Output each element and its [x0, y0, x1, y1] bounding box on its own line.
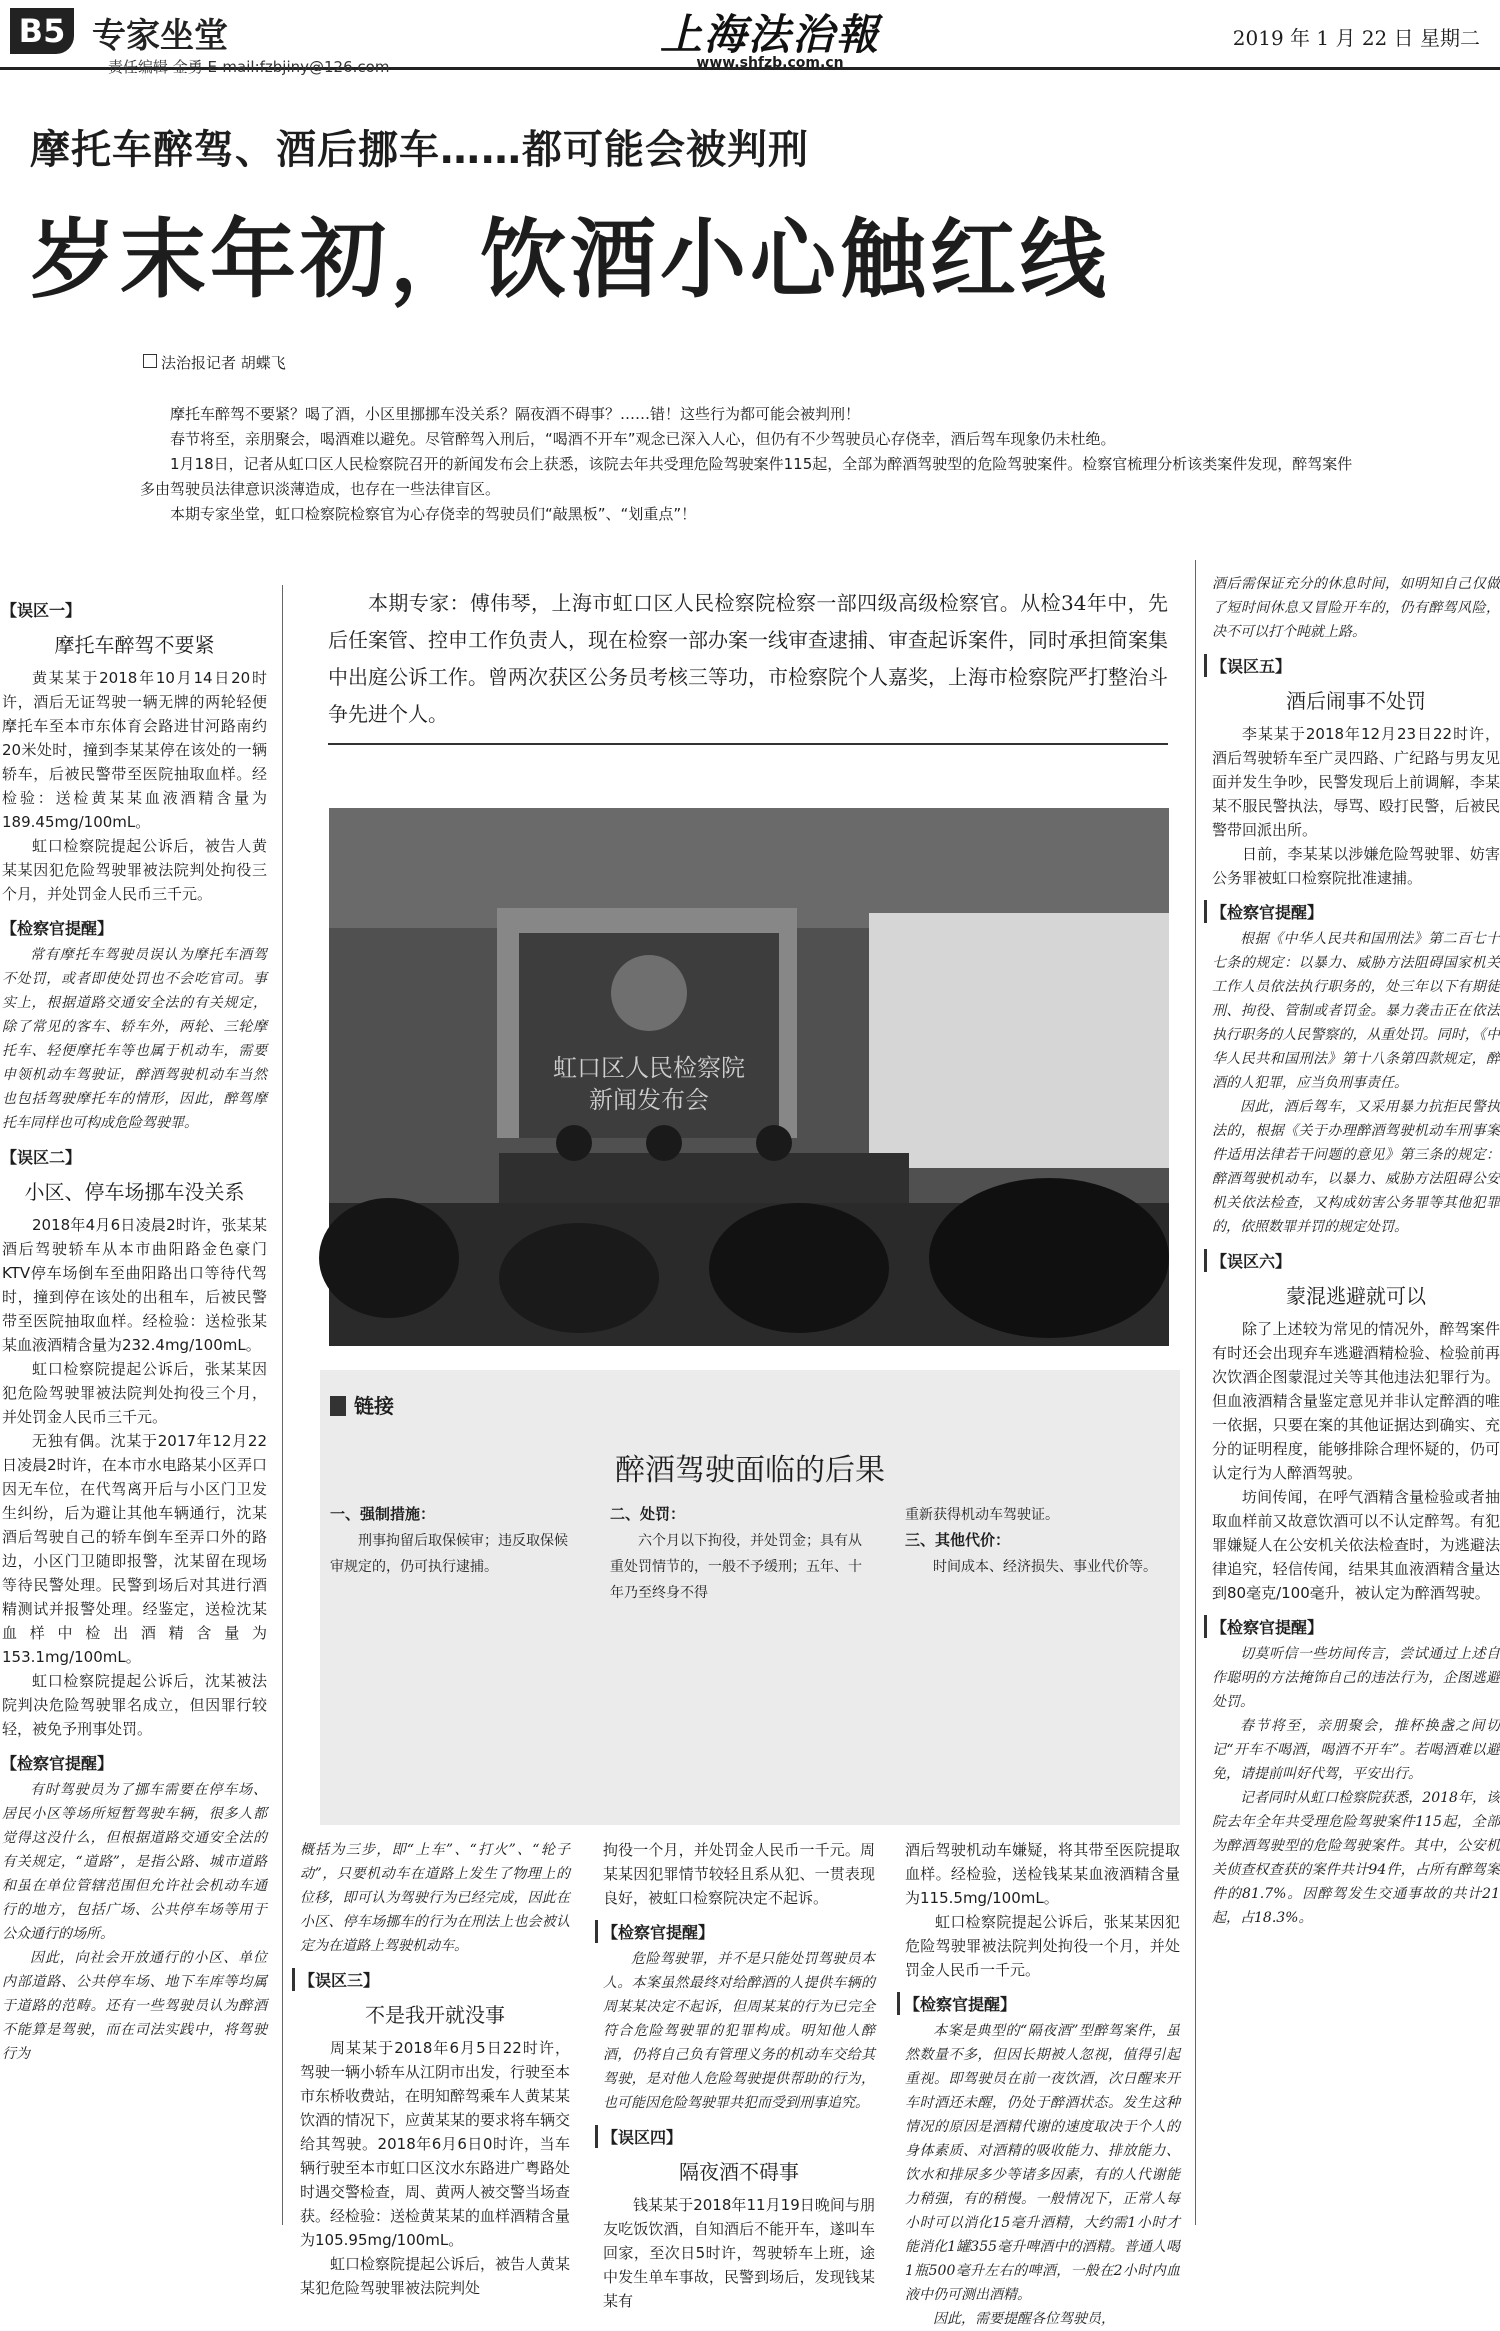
section-subtitle: 小区、停车场挪车没关系: [24, 1180, 245, 1204]
body-paragraph: 除了上述较为常见的情况外，醉驾案件有时还会出现弃车逃避酒精检验、检验前再次饮酒企图蒙混过关等其他违法犯罪行为。但血液酒精含量鉴定意见并非认定醉酒的唯一依据，只要在案的其他证据达到确实、充分的证明程度，能够排除合理怀疑的，仍可认定行为人醉酒驾驶。: [1212, 1320, 1500, 1482]
section-tag: 【误区六】: [1204, 1249, 1500, 1272]
section-subtitle: 酒后闹事不处罚: [1286, 689, 1426, 713]
body-paragraph: 虹口检察院提起公诉后，被告人黄某某因犯危险驾驶罪被法院判处拘役三个月，并处罚金人民币三千元。: [2, 837, 267, 903]
link-text: 刑事拘留后取保候审；违反取保候审规定的，仍可执行逮捕。: [330, 1533, 568, 1575]
column-3: [602, 1838, 875, 2310]
body-paragraph: 钱某某于2018年11月19日晚间与朋友吃饭饮酒，自知酒后不能开车，遂叫车回家，至次日5时许，驾驶轿车上班，途中发生单车事故，民警到场后，发现钱某某有: [603, 2196, 875, 2310]
body-paragraph: 黄某某于2018年10月14日20时许，酒后无证驾驶一辆无牌的两轮轻便摩托车至本市东体育会路进甘河路南约20米处时，撞到李某某停在该处的一辆轿车，后被民警带至医院抽取血样。经检验：送检黄某某血液酒精含量为189.45mg/100mL。: [2, 669, 267, 831]
note-paragraph: 根据《中华人民共和国刑法》第二百七十七条的规定：以暴力、威胁方法阻碍国家机关工作人员依法执行职务的，处三年以下有期徒刑、拘役、管制或者罚金。暴力袭击正在依法执行职务的人民警察的，从重处罚。同时，《中华人民共和国刑法》第十八条第四款规定，醉酒的人犯罪，应当负刑事责任。: [1212, 931, 1500, 1091]
link-heading: 二、处罚：: [610, 1505, 686, 1523]
column-2: [299, 1838, 571, 2297]
note-paragraph: 本案是典型的“隔夜酒”型醉驾案件，虽然数量不多，但因长期被人忽视，值得引起重视。即驾驶员在前一夜饮酒，次日醒来开车时酒还未醒，仍处于醉酒状态。发生这种情况的原因是酒精代谢的速度取决于个人的身体素质、对酒精的吸收能力、排放能力、饮水和排尿多少等诸多因素，有的人代谢能力稍强，有的稍慢。一般情况下，正常人每小时可以消化15毫升酒精，大约需1小时才能消化1罐355毫升啤酒中的酒精。普通人喝1瓶500毫升左右的啤酒，一般在2小时内血液中仍可测出酒精。: [905, 2023, 1180, 2303]
column-5: [1212, 572, 1500, 2227]
note-paragraph: 因此，向社会开放通行的小区、单位内部道路、公共停车场、地下车库等均属于道路的范畴。还有一些驾驶员认为醉酒不能算是驾驶，而在司法实践中，将驾驶行为: [2, 1950, 267, 2062]
body-paragraph: 无独有偶。沈某于2017年12月22日凌晨2时许，在本市水电路某小区弄口因无车位，在代驾离开后与小区门卫发生纠纷，后为避让其他车辆通行，沈某酒后驾驶自己的轿车倒车至弄口外的路边，小区门卫随即报警，沈某留在现场等待民警处理。民警到场后对其进行酒精测试并报警处理。经鉴定，送检沈某血样中检出酒精含量为153.1mg/100mL。: [2, 1432, 267, 1666]
article-headline: 岁末年初，饮酒小心触红线: [30, 210, 1110, 310]
newspaper-url[interactable]: www.shfzb.com.cn: [696, 55, 844, 71]
note-paragraph: 记者同时从虹口检察院获悉，2018年，该院去年全年共受理危险驾驶案件115起，全部为醉酒驾驶型的危险驾驶案件。其中，公安机关侦查权查获的案件共计94件，占所有醉驾案件的81.7%。因醉驾发生交通事故的共计21起，占18.3%。: [1212, 1790, 1500, 1926]
screen-title: 虹口区人民检察院: [553, 1054, 745, 1082]
section-tag: 【检察官提醒】: [1204, 900, 1500, 923]
note-paragraph: 危险驾驶罪，并不是只能处罚驾驶员本人。本案虽然最终对给醉酒的人提供车辆的周某某决定不起诉，但周某某的行为已完全符合危险驾驶罪的犯罪构成。明知他人醉酒，仍将自己负有管理义务的机动车交给其驾驶，是对他人危险驾驶提供帮助的行为，也可能因危险驾驶罪共犯而受到刑事追究。: [603, 1951, 875, 2111]
section-tag: 【误区二】: [0, 1145, 267, 1168]
link-col-2: [610, 1502, 870, 1606]
press-conference-photo: [329, 808, 1169, 1346]
note-paragraph: 概括为三步，即“上车”、“打火”、“轮子动”，只要机动车在道路上发生了物理上的位移，即可认为驾驶行为已经完成，因此在小区、停车场挪车的行为在刑法上也会被认定为在道路上驾驶机动车。: [300, 1842, 570, 1954]
column-divider: [282, 585, 283, 2225]
byline: 法治报记者 胡蝶飞: [143, 352, 286, 373]
column-4: [904, 1838, 1180, 2327]
link-col-1: [330, 1502, 580, 1580]
section-tag: 【误区四】: [595, 2125, 875, 2148]
body-paragraph: 周某某于2018年6月5日22时许，驾驶一辆小轿车从江阴市出发，行驶至本市东桥收费站，在明知醉驾乘车人黄某某饮酒的情况下，应黄某某的要求将车辆交给其驾驶。2018年6月6日0时许，当车辆行驶至本市虹口区汶水东路进广粤路处时遇交警检查，周、黄两人被交警当场查获。经检验：送检黄某某的血样酒精含量为105.95mg/100mL。: [300, 2039, 571, 2249]
column-1: [2, 588, 267, 2228]
screen-subtitle: 新闻发布会: [589, 1086, 709, 1114]
body-paragraph: 2018年4月6日凌晨2时许，张某某酒后驾驶轿车从本市曲阳路金色豪门KTV停车场倒车至曲阳路出口等待代驾时，撞到停在该处的出租车，后被民警带至医院抽取血样。经检验：送检张某某血液酒精含量为232.4mg/100mL。: [2, 1216, 267, 1354]
body-paragraph: 虹口检察院提起公诉后，张某某因犯危险驾驶罪被法院判处拘役三个月，并处罚金人民币三千元。: [2, 1360, 267, 1426]
note-paragraph: 因此，酒后驾车，又采用暴力抗拒民警执法的，根据《关于办理醉酒驾驶机动车刑事案件适用法律若干问题的意见》第三条的规定：醉酒驾驶机动车，以暴力、威胁方法阻碍公安机关依法检查，又构成妨害公务罪等其他犯罪的，依照数罪并罚的规定处罚。: [1212, 1099, 1500, 1235]
lead-paragraph: 1月18日，记者从虹口区人民检察院召开的新闻发布会上获悉，该院去年共受理危险驾驶案件115起，全部为醉酒驾驶型的危险驾驶案件。检察官梳理分析该类案件发现，醉驾案件多由驾驶员法律意识淡薄造成，也存在一些法律盲区。: [140, 455, 1353, 498]
body-paragraph: 日前，李某某以涉嫌危险驾驶罪、妨害公务罪被虹口检察院批准逮捕。: [1212, 845, 1500, 887]
section-tag: 【检察官提醒】: [595, 1920, 875, 1943]
section-tag: 【检察官提醒】: [1204, 1615, 1500, 1638]
lead-paragraph: 本期专家坐堂，虹口检察院检察官为心存侥幸的驾驶员们“敲黑板”、“划重点”！: [170, 505, 697, 523]
link-tag: 链接: [330, 1390, 394, 1419]
section-tag: 【检察官提醒】: [897, 1992, 1180, 2015]
expert-profile: 本期专家：傅伟琴，上海市虹口区人民检察院检察一部四级高级检察官。从检34年中，先后任案管、控申工作负责人，现在检察一部办案一线审查逮捕、审查起诉案件，同时承担简案集中出庭公诉工作。曾两次获区公务员考核三等功，市检察院个人嘉奖，上海市检察院严打整治斗争先进个人。: [328, 585, 1168, 745]
body-paragraph: 虹口检察院提起公诉后，被告人黄某某犯危险驾驶罪被法院判处: [300, 2255, 571, 2297]
link-title: 醉酒驾驶面临的后果: [615, 1453, 885, 1488]
link-heading: 一、强制措施：: [330, 1505, 436, 1523]
lead-paragraph: 摩托车醉驾不要紧？喝了酒，小区里挪挪车没关系？隔夜酒不碍事？……错！这些行为都可能会被判刑！: [170, 405, 861, 423]
note-paragraph: 有时驾驶员为了挪车需要在停车场、居民小区等场所短暂驾驶车辆，很多人都觉得这没什么，但根据道路交通安全法的有关规定，“道路”，是指公路、城市道路和虽在单位管辖范围但允许社会机动车通行的地方，包括广场、公共停车场等用于公众通行的场所。: [2, 1782, 267, 1942]
lead-paragraphs: [140, 402, 1365, 527]
body-paragraph: 李某某于2018年12月23日22时许，酒后驾驶轿车至广灵四路、广纪路与男友见面并发生争吵，民警发现后上前调解，李某某不服民警执法，辱骂、殴打民警，后被民警带回派出所。: [1212, 725, 1500, 839]
body-paragraph: 虹口检察院提起公诉后，沈某被法院判决危险驾驶罪名成立，但因罪行较轻，被免予刑事处罚。: [2, 1672, 267, 1738]
column-divider: [1195, 560, 1196, 2225]
section-subtitle: 不是我开就没事: [365, 2003, 505, 2027]
link-col-3: [905, 1502, 1165, 1580]
section-tag: 【检察官提醒】: [0, 1751, 267, 1774]
section-subtitle: 蒙混逃避就可以: [1286, 1284, 1426, 1308]
page-number: B5: [10, 8, 74, 54]
body-paragraph: 虹口检察院提起公诉后，张某某因犯危险驾驶罪被法院判处拘役一个月，并处罚金人民币一千元。: [905, 1913, 1180, 1979]
note-paragraph: 切莫听信一些坊间传言，尝试通过上述自作聪明的方法掩饰自己的违法行为，企图逃避处罚。: [1212, 1646, 1500, 1710]
body-paragraph: 坊间传闻，在呼气酒精含量检验或者抽取血样前又故意饮酒可以不认定醉驾。有犯罪嫌疑人在公安机关依法检查时，为逃避法律追究，轻信传闻，结果其血液酒精含量达到80毫克/100毫升，被认定为醉酒驾驶。: [1212, 1488, 1500, 1602]
section-tag: 【检察官提醒】: [0, 916, 267, 939]
section-title: 专家坐堂: [92, 16, 228, 56]
body-paragraph: 拘役一个月，并处罚金人民币一千元。周某某因犯罪情节较轻且系从犯、一贯表现良好，被虹口检察院决定不起诉。: [603, 1841, 875, 1907]
section-tag: 【误区三】: [292, 1968, 570, 1991]
link-text: 重新获得机动车驾驶证。: [905, 1507, 1059, 1523]
note-paragraph: 春节将至，亲朋聚会，推杯换盏之间切记“开车不喝酒，喝酒不开车”。若喝酒难以避免，请提前叫好代驾，平安出行。: [1212, 1718, 1500, 1782]
section-tag: 【误区五】: [1204, 654, 1500, 677]
note-paragraph: 因此，需要提醒各位驾驶员，: [933, 2311, 1115, 2327]
note-paragraph: 酒后需保证充分的休息时间，如明知自己仅做了短时间休息又冒险开车的，仍有醉驾风险，决不可以打个盹就上路。: [1212, 576, 1500, 640]
body-paragraph: 酒后驾驶机动车嫌疑，将其带至医院提取血样。经检验，送检钱某某血液酒精含量为115.5mg/100mL。: [905, 1841, 1180, 1907]
link-text: 时间成本、经济损失、事业代价等。: [933, 1559, 1157, 1575]
note-paragraph: 常有摩托车驾驶员误认为摩托车酒驾不处罚，或者即使处罚也不会吃官司。事实上，根据道路交通安全法的有关规定，除了常见的客车、轿车外，两轮、三轮摩托车、轻便摩托车等也属于机动车，需要申领机动车驾驶证，醉酒驾驶机动车当然也包括驾驶摩托车的情形，因此，醉驾摩托车同样也可构成危险驾驶罪。: [2, 947, 267, 1131]
link-heading: 三、其他代价：: [905, 1531, 1011, 1549]
newspaper-logo: 上海法治報: [659, 10, 880, 59]
section-subtitle: 隔夜酒不碍事: [679, 2160, 799, 2184]
photo-illustration: [329, 808, 1169, 1346]
lead-paragraph: 春节将至，亲朋聚会，喝酒难以避免。尽管醉驾入刑后，“喝酒不开车”观念已深入人心，但仍有不少驾驶员心存侥幸，酒后驾车现象仍未杜绝。: [170, 430, 1116, 448]
link-text: 六个月以下拘役，并处罚金；具有从重处罚情节的，一般不予缓刑；五年、十年乃至终身不得: [610, 1533, 862, 1601]
section-tag: 【误区一】: [0, 598, 267, 621]
article-kicker: 摩托车醉驾、酒后挪车……都可能会被判刑: [30, 127, 809, 173]
editor-line: 责任编辑 金勇 E-mail:fzbjiny@126.com: [108, 58, 390, 76]
section-subtitle: 摩托车醉驾不要紧: [54, 633, 215, 657]
issue-date: 2019 年 1 月 22 日 星期二: [1232, 26, 1480, 50]
